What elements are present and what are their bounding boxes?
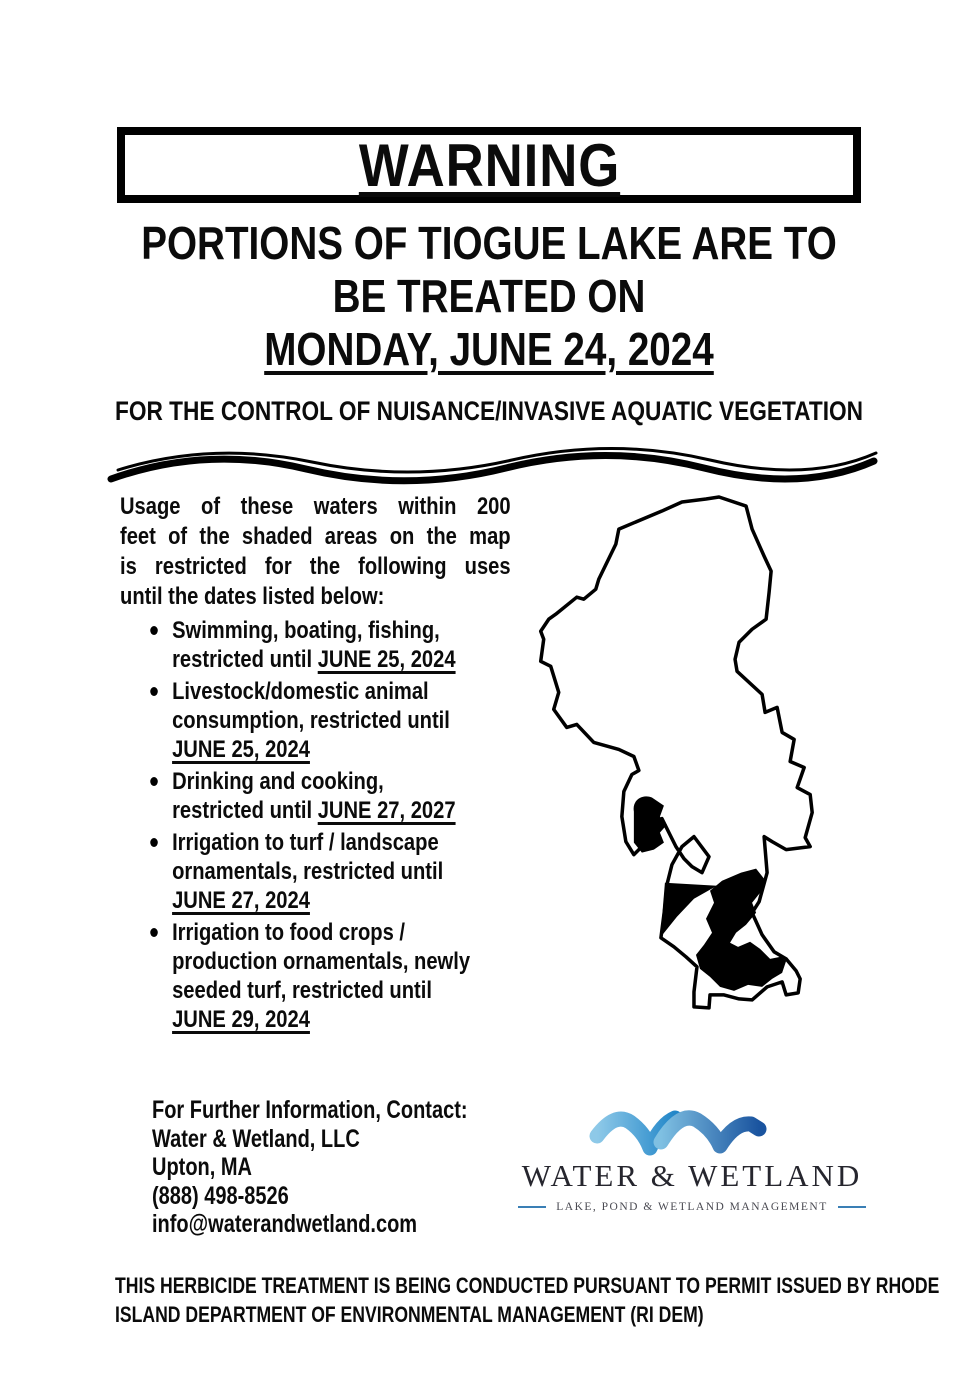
tagline-rule-right (838, 1206, 866, 1208)
logo-tagline: LAKE, POND & WETLAND MANAGEMENT (556, 1201, 828, 1213)
restrictions-section (120, 492, 511, 1037)
restriction-date: JUNE 27, 2027 (317, 797, 456, 824)
headline-line: PORTIONS OF TIOGUE LAKE ARE TO (141, 217, 837, 269)
intro-line: Usage of these waters within 200 (120, 493, 511, 520)
contact-line: info@waterandwetland.com (152, 1210, 418, 1239)
contact-line: Upton, MA (152, 1153, 252, 1182)
subhead: FOR THE CONTROL OF NUISANCE/INVASIVE AQUATIC VEGETATION (114, 396, 864, 426)
restriction-date: JUNE 27, 2024 (172, 887, 310, 914)
restriction-line: restricted until JUNE 25, 2024 (172, 646, 456, 673)
contact-lines (152, 1125, 468, 1239)
restriction-line: Livestock/domestic animal (172, 678, 429, 705)
restriction-item (120, 918, 511, 1034)
lake-outline (541, 497, 812, 1008)
warning-box (117, 127, 861, 203)
restriction-line: production ornamentals, newly (172, 948, 471, 975)
contact-line: (888) 498-8526 (152, 1181, 289, 1210)
warning-title: WARNING (358, 131, 620, 199)
restriction-item (120, 767, 511, 825)
footer-line: THIS HERBICIDE TREATMENT IS BEING CONDUCTED PURSUANT TO PERMIT ISSUED BY RHODE (115, 1273, 940, 1298)
contact-heading: For Further Information, Contact: (152, 1096, 468, 1124)
restriction-line: consumption, restricted until (172, 707, 450, 734)
restriction-line (172, 1005, 511, 1034)
restriction-date: JUNE 25, 2024 (317, 646, 456, 673)
tiogue-lake-map-image (533, 486, 880, 1052)
logo-wordmark: WATER & WETLAND (521, 1158, 863, 1193)
headline-line: MONDAY, JUNE 24, 2024 (264, 323, 714, 375)
headline-line: BE TREATED ON (332, 270, 646, 322)
intro-line: until the dates listed below: (120, 583, 385, 610)
restriction-line: Irrigation to food crops / (172, 919, 406, 946)
restriction-line: restricted until JUNE 27, 2027 (172, 797, 456, 824)
water-wetland-wave-icon (587, 1098, 797, 1160)
restriction-line (172, 735, 511, 764)
contact-block (152, 1096, 468, 1239)
restrictions-list (120, 616, 511, 1034)
restriction-item (120, 616, 511, 674)
wave-divider-icon (106, 441, 880, 489)
restriction-date: JUNE 29, 2024 (172, 1006, 310, 1033)
intro-line: is restricted for the following uses (120, 553, 511, 580)
restriction-date: JUNE 25, 2024 (172, 736, 310, 763)
water-wetland-logo (518, 1098, 866, 1238)
restriction-line (172, 886, 511, 915)
tagline-rule-left (518, 1206, 546, 1208)
restriction-line: seeded turf, restricted until (172, 977, 432, 1004)
restriction-line: ornamentals, restricted until (172, 858, 444, 885)
restriction-item (120, 828, 511, 915)
restriction-line: Irrigation to turf / landscape (172, 829, 439, 856)
restriction-line: Drinking and cooking, (172, 768, 384, 795)
intro-line: feet of the shaded areas on the map (120, 523, 511, 550)
intro-paragraph (120, 492, 511, 612)
permit-footer (115, 1271, 940, 1329)
contact-line: Water & Wetland, LLC (152, 1124, 360, 1153)
footer-line: ISLAND DEPARTMENT OF ENVIRONMENTAL MANAGEMENT (RI DEM) (115, 1302, 704, 1327)
restriction-item (120, 677, 511, 764)
headline (78, 217, 900, 376)
restriction-line: Swimming, boating, fishing, (172, 617, 440, 644)
